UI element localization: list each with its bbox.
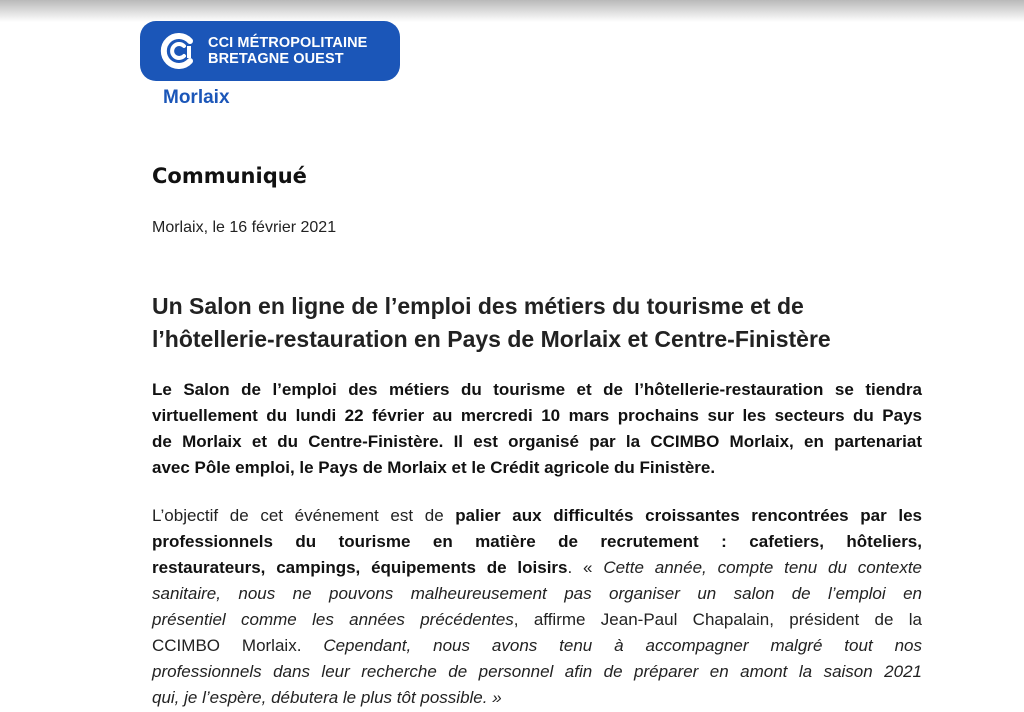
quote-text: présentiel comme les années précédentes — [152, 610, 514, 629]
body-text: , affirme Jean-Paul Chapalain, président de la — [513, 610, 922, 629]
body-line: sanitaire, nous ne pouvons malheureusement pas organiser un salon de l’emploi en — [152, 584, 922, 603]
body-text-bold: restaurateurs, campings, équipements de loisirs — [152, 558, 568, 577]
body-line — [152, 503, 922, 529]
body-line — [152, 633, 922, 659]
logo-line-1: CCI MÉTROPOLITAINE — [208, 35, 368, 51]
cci-logo — [140, 21, 400, 81]
body-text: . « — [567, 558, 604, 577]
quote-text: Cette année, compte tenu du contexte — [603, 558, 923, 577]
body-line — [152, 607, 922, 633]
lead-line: virtuellement du lundi 22 février au mercredi 10 mars prochains sur les secteurs du Pays — [152, 406, 922, 425]
body-line — [152, 555, 922, 581]
body-line: qui, je l’espère, débutera le plus tôt possible. » — [152, 688, 502, 707]
body-line: professionnels dans leur recherche de personnel afin de préparer en amont la saison 2021 — [152, 662, 922, 681]
document-title — [152, 290, 912, 356]
lead-paragraph — [152, 377, 922, 481]
body-text-bold: palier aux difficultés croissantes rencontrées par les — [455, 506, 922, 525]
dateline: Morlaix, le 16 février 2021 — [152, 219, 337, 236]
title-line: Un Salon en ligne de l’emploi des métiers du tourisme et de — [152, 293, 804, 319]
logo-wordmark — [208, 35, 367, 67]
top-shadow — [0, 0, 1024, 22]
lead-line: Le Salon de l’emploi des métiers du tourisme et de l’hôtellerie-restauration se tiendra — [152, 380, 922, 399]
lead-line: de Morlaix et du Centre-Finistère. Il est organisé par la CCIMBO Morlaix, en partenariat — [152, 432, 922, 451]
title-line: l’hôtellerie-restauration en Pays de Morlaix et Centre-Finistère — [152, 326, 831, 352]
body-paragraph — [152, 503, 922, 711]
cci-logo-icon — [160, 33, 196, 69]
body-line: professionnels du tourisme en matière de recrutement : cafetiers, hôteliers, — [152, 532, 922, 551]
body-text: L’objectif de cet événement est de — [152, 506, 456, 525]
logo-line-2: BRETAGNE OUEST — [208, 51, 344, 67]
lead-line: avec Pôle emploi, le Pays de Morlaix et le Crédit agricole du Finistère. — [152, 458, 716, 477]
document-kind: Communiqué — [152, 164, 307, 188]
quote-text: Cependant, nous avons tenu à accompagner malgré tout nos — [323, 636, 922, 655]
logo-subtitle: Morlaix — [163, 87, 230, 108]
body-text: CCIMBO Morlaix. — [152, 636, 324, 655]
